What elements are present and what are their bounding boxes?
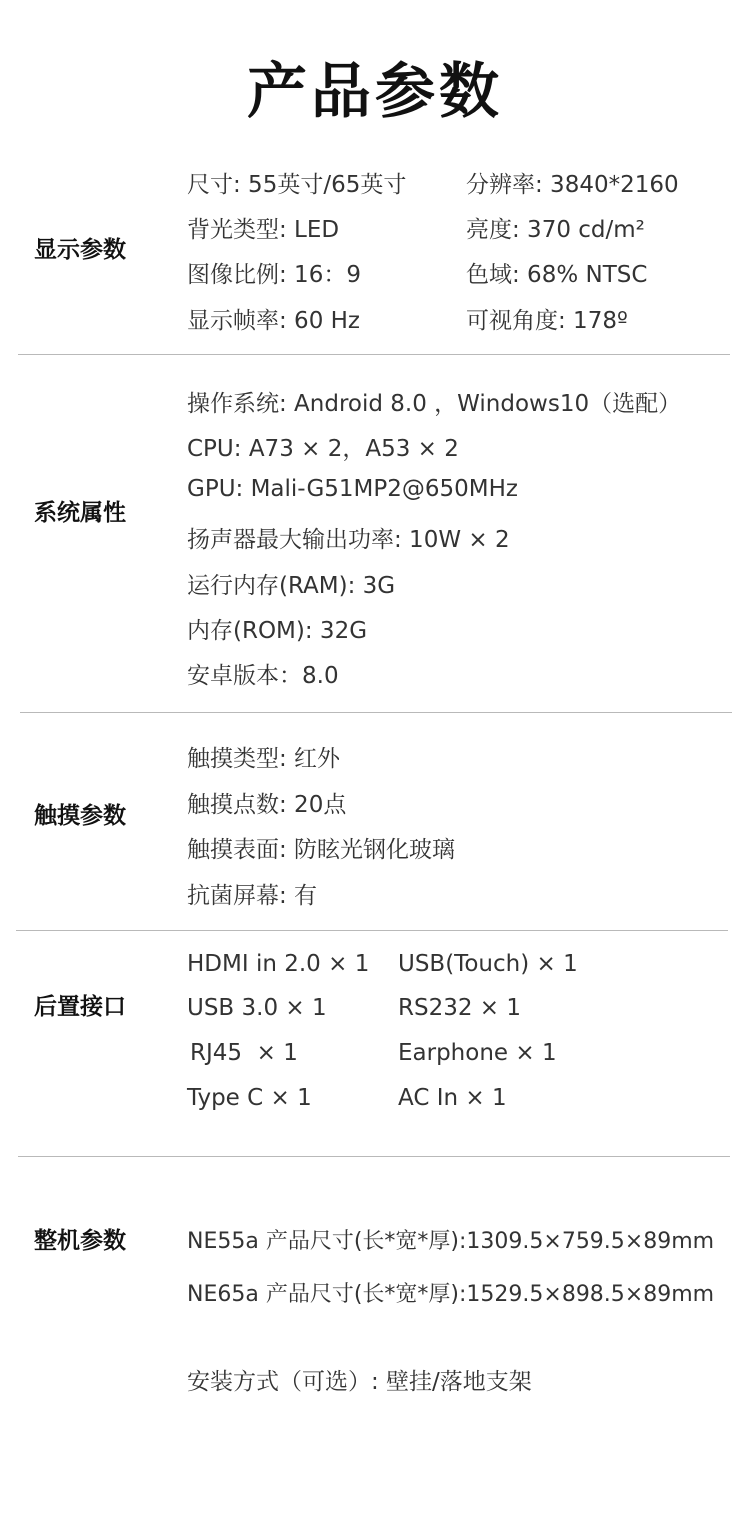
- spec-os: 操作系统: Android 8.0 ，Windows10（选配）: [187, 391, 682, 417]
- spec-viewing-angle: 可视角度: 178º: [466, 308, 628, 334]
- spec-frame-rate: 显示帧率: 60 Hz: [187, 308, 361, 334]
- spec-gpu: GPU: Mali-G51MP2@650MHz: [187, 476, 518, 502]
- spec-resolution: 分辨率: 3840*2160: [466, 172, 679, 198]
- spec-brightness: 亮度: 370 cd/m²: [466, 217, 645, 243]
- section-label-ports: 后置接口: [34, 994, 126, 1020]
- divider: [20, 712, 732, 713]
- spec-ram: 运行内存(RAM): 3G: [187, 573, 396, 599]
- spec-cpu: CPU: A73 × 2，A53 × 2: [187, 436, 459, 462]
- port-hdmi: HDMI in 2.0 × 1: [187, 951, 370, 977]
- spec-ne65a-dimensions: NE65a 产品尺寸(长*宽*厚):1529.5×898.5×89mm: [187, 1282, 715, 1307]
- spec-mounting: 安装方式（可选）: 壁挂/落地支架: [187, 1369, 532, 1395]
- spec-color-gamut: 色域: 68% NTSC: [466, 262, 648, 288]
- section-label-machine: 整机参数: [34, 1228, 126, 1254]
- spec-aspect-ratio: 图像比例: 16：9: [187, 262, 361, 288]
- port-usb-touch: USB(Touch) × 1: [398, 951, 578, 977]
- spec-rom: 内存(ROM): 32G: [187, 618, 368, 644]
- divider: [18, 1156, 730, 1157]
- section-label-display: 显示参数: [34, 237, 126, 263]
- divider: [18, 354, 730, 355]
- spec-size: 尺寸: 55英寸/65英寸: [187, 172, 407, 198]
- divider: [16, 930, 728, 931]
- spec-backlight: 背光类型: LED: [187, 217, 340, 243]
- section-label-system: 系统属性: [34, 500, 126, 526]
- port-ac-in: AC In × 1: [398, 1085, 507, 1111]
- spec-touch-points: 触摸点数: 20点: [187, 792, 347, 818]
- port-rs232: RS232 × 1: [398, 995, 522, 1021]
- spec-touch-surface: 触摸表面: 防眩光钢化玻璃: [187, 837, 456, 863]
- spec-speaker: 扬声器最大输出功率: 10W × 2: [187, 527, 510, 553]
- port-rj45: RJ45 × 1: [190, 1040, 298, 1066]
- port-typec: Type C × 1: [187, 1085, 312, 1111]
- spec-ne55a-dimensions: NE55a 产品尺寸(长*宽*厚):1309.5×759.5×89mm: [187, 1229, 715, 1254]
- section-label-touch: 触摸参数: [34, 803, 126, 829]
- page-title: 产品参数: [247, 57, 503, 127]
- port-usb3: USB 3.0 × 1: [187, 995, 327, 1021]
- port-earphone: Earphone × 1: [398, 1040, 557, 1066]
- spec-antibacterial: 抗菌屏幕: 有: [187, 883, 318, 909]
- spec-android-version: 安卓版本：8.0: [187, 663, 339, 689]
- spec-touch-type: 触摸类型: 红外: [187, 746, 341, 772]
